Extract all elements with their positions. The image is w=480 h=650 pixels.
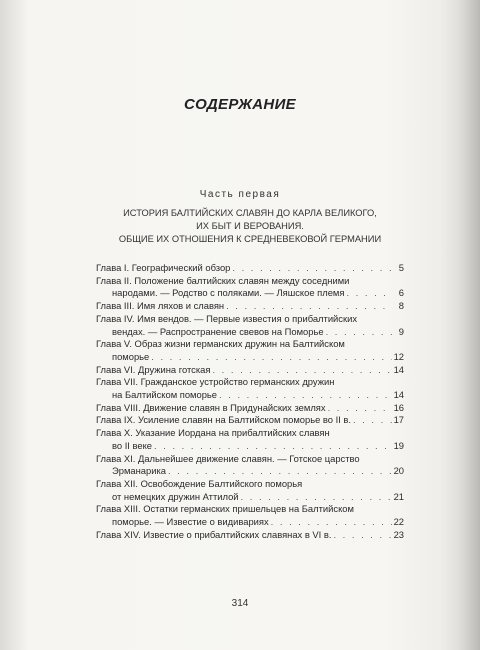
toc-entry [96, 402, 404, 415]
toc-entry-text: от немецких дружин Аттилой [112, 490, 239, 502]
toc-page-number: 5 [398, 262, 404, 273]
toc-dot-leader [226, 300, 392, 313]
toc-page-number: 12 [393, 350, 404, 362]
toc-entry-line [96, 453, 404, 466]
toc-dot-leader [168, 465, 392, 478]
toc-page-number: 14 [393, 363, 404, 375]
toc-page-number: 21 [393, 490, 404, 502]
toc-entry-line [96, 300, 404, 313]
toc-page-number: 6 [398, 287, 404, 299]
toc-entry-line [96, 440, 404, 453]
toc-entry-line [96, 414, 404, 427]
toc-entry-text: вендах. — Распространение свевов на Поморье [112, 325, 324, 337]
toc-entry [96, 414, 404, 427]
toc-dot-leader [271, 516, 392, 529]
toc-dot-leader [151, 351, 391, 364]
toc-entry-text: Глава IV. Имя вендов. — Первые известия о прибалтийских [96, 312, 358, 324]
toc-entry-line [96, 364, 404, 377]
toc-entry-text: Глава X. Указание Иордана на прибалтийских славян [96, 427, 330, 439]
toc-page-number: 23 [393, 528, 404, 540]
toc-entry-text: Глава I. Географический обзор [96, 262, 231, 273]
toc-entry-text: поморье. — Известие о видивариях [112, 516, 269, 528]
toc-entry-line [96, 389, 404, 402]
toc-entry-text: Глава XI. Дальнейшее движение славян. — Готское царство [96, 452, 360, 464]
toc-entry [96, 453, 404, 478]
toc-dot-leader [212, 364, 391, 377]
toc-page-number: 19 [393, 439, 404, 451]
toc-entry [96, 529, 404, 542]
toc-entry-line [96, 275, 404, 288]
toc-entry-line [96, 529, 404, 542]
toc-entry-line [96, 326, 404, 339]
toc-entry-line [96, 478, 404, 491]
toc-entry-text: Глава III. Имя ляхов и славян [96, 300, 225, 312]
toc-entry [96, 478, 404, 503]
toc-dot-leader [326, 326, 392, 339]
toc-entry-text: Глава VII. Гражданское устройство германских дружин [96, 376, 335, 388]
page-title: СОДЕРЖАНИЕ [184, 96, 296, 113]
toc-dot-leader [154, 440, 392, 453]
toc-entry-line [96, 287, 404, 300]
toc-entry-text: Глава V. Образ жизни германских дружин на Балтийском [96, 338, 345, 350]
part-heading-line: ОБЩИЕ ИХ ОТНОШЕНИЯ К СРЕДНЕВЕКОВОЙ ГЕРМАНИИ [118, 234, 382, 244]
part-heading [100, 207, 400, 246]
toc-page-number: 22 [393, 516, 404, 528]
toc-dot-leader [241, 491, 392, 504]
toc-entry [96, 300, 404, 313]
toc-entry-text: Глава II. Положение балтийских славян между соседними [96, 274, 350, 286]
toc-entry-text: на Балтийском поморье [112, 389, 218, 401]
toc-entry-text: во II веке [112, 439, 153, 451]
toc-page-number: 8 [398, 300, 404, 312]
toc-entry-line [96, 491, 404, 504]
toc-dot-leader [232, 262, 392, 275]
toc-entry-text: поморье [112, 350, 150, 362]
toc-page-number: 16 [393, 401, 404, 413]
toc-dot-leader [328, 402, 392, 415]
page-number: 314 [231, 598, 249, 609]
toc-entry [96, 376, 404, 401]
toc-entry-line [96, 427, 404, 440]
toc-entry-line [96, 351, 404, 364]
toc-page-number: 20 [393, 465, 404, 477]
toc-entry-line [96, 313, 404, 326]
toc-entry-line [96, 516, 404, 529]
toc-entry-text: Глава XIV. Известие о прибалтийских славянах в VI в. [96, 528, 332, 540]
part-heading-line: ИХ БЫТ И ВЕРОВАНИЯ. [196, 221, 304, 231]
toc-entry-text: народами. — Родство с поляками. — Ляшское племя [112, 287, 345, 299]
toc-dot-leader [346, 287, 392, 300]
table-of-contents [96, 262, 404, 541]
part-heading-line: ИСТОРИЯ БАЛТИЙСКИХ СЛАВЯН ДО КАРЛА ВЕЛИКОГО, [123, 208, 377, 218]
toc-entry-line [96, 503, 404, 516]
toc-entry-text: Глава XII. Освобождение Балтийского поморья [96, 477, 303, 489]
toc-entry [96, 313, 404, 338]
toc-entry-line [96, 376, 404, 389]
toc-entry [96, 364, 404, 377]
toc-entry [96, 275, 404, 300]
toc-entry [96, 427, 404, 452]
toc-entry-line [96, 402, 404, 415]
toc-page-number: 17 [393, 414, 404, 426]
toc-entry-text: Глава VIII. Движение славян в Придунайских землях [96, 401, 326, 413]
toc-entry [96, 338, 404, 363]
toc-dot-leader [219, 389, 392, 402]
toc-entry-line [96, 338, 404, 351]
toc-entry-text: Глава VI. Дружина готская [96, 363, 211, 375]
toc-dot-leader [353, 414, 392, 427]
toc-entry-line [96, 465, 404, 478]
toc-entry [96, 262, 404, 275]
part-label: Часть первая [199, 189, 281, 200]
toc-page-number: 9 [398, 325, 404, 337]
toc-page-number: 14 [393, 389, 404, 401]
toc-entry-text: Глава IX. Усиление славян на Балтийском поморье во II в. [96, 414, 351, 426]
toc-entry-line [96, 262, 404, 275]
toc-entry-text: Глава XIII. Остатки германских пришельцев на Балтийском [96, 503, 354, 515]
toc-entry [96, 503, 404, 528]
toc-entry-text: Эрманарика [112, 465, 166, 477]
toc-dot-leader [333, 529, 391, 542]
